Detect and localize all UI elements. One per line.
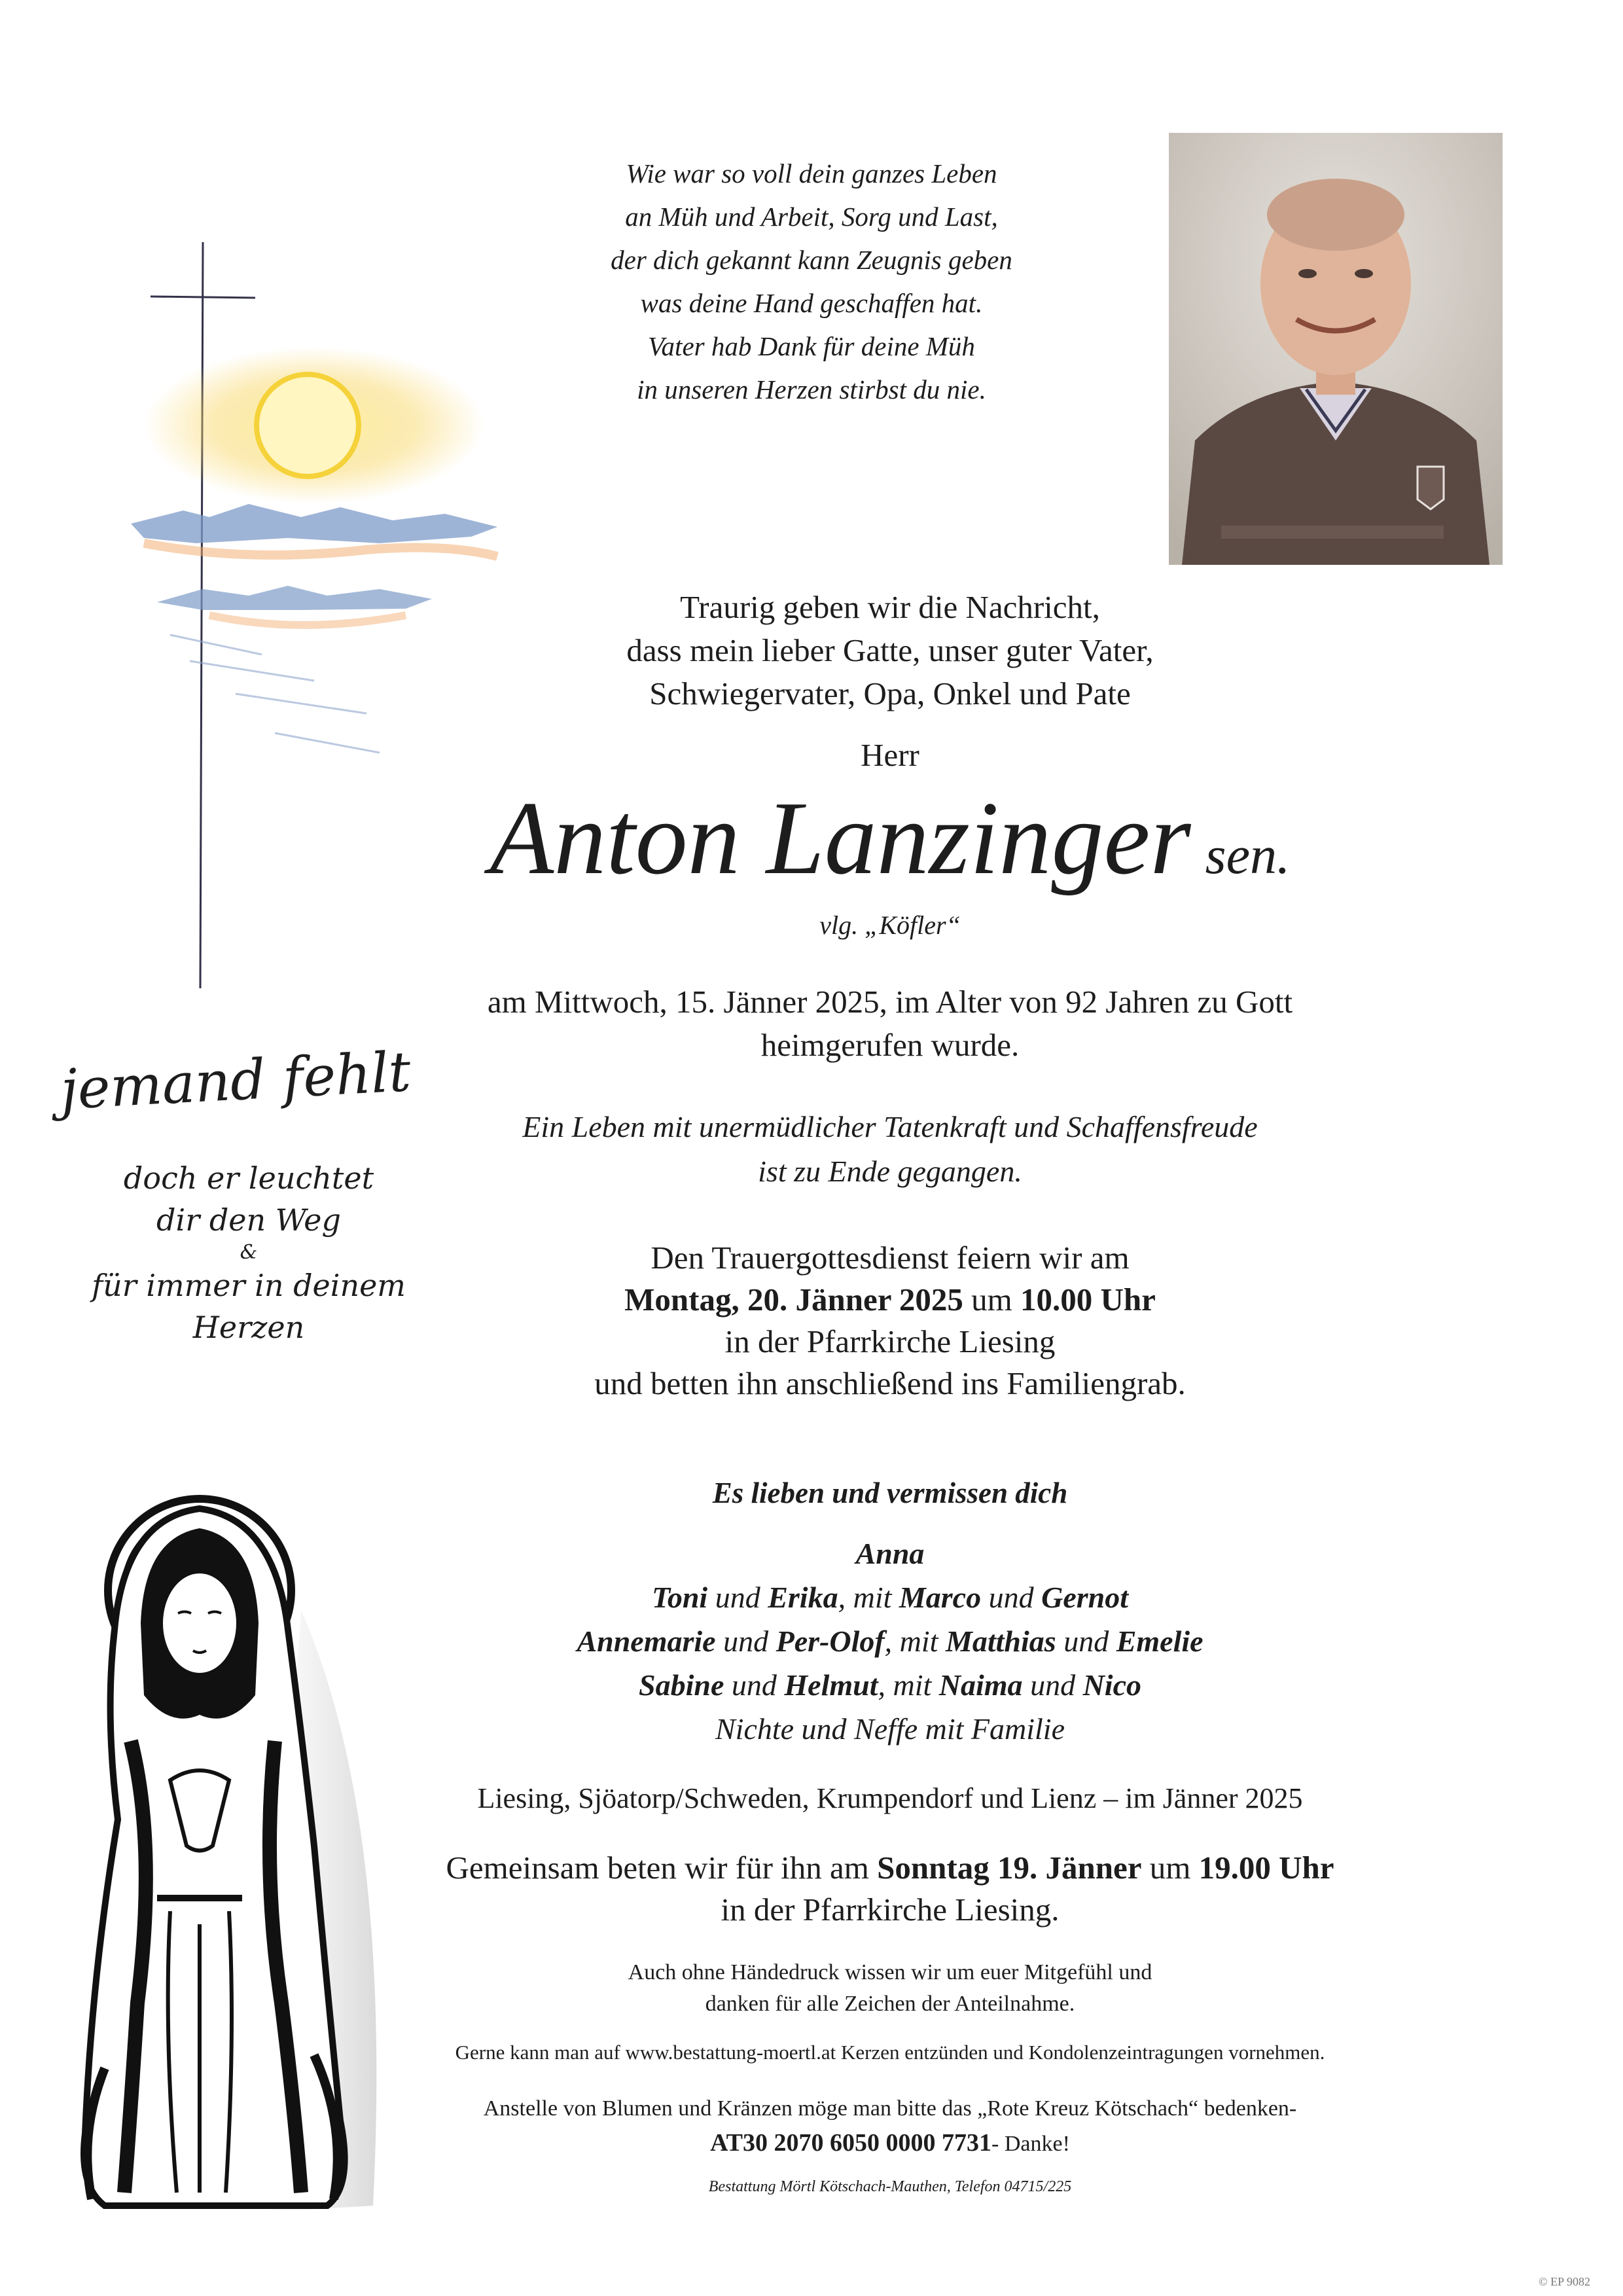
- life-line: Ein Leben mit unermüdlicher Tatenkraft und Schaffensfreude: [522, 1110, 1258, 1143]
- mourner-line: [458, 1619, 1322, 1663]
- mourner-name: Annemarie: [577, 1624, 716, 1658]
- sunrise-landscape-illustration: [105, 327, 524, 772]
- donation-iban: AT30 2070 6050 0000 7731: [710, 2129, 992, 2157]
- connector-text: und: [724, 1668, 785, 1702]
- life-tribute: [393, 1105, 1387, 1194]
- handwritten-line: &: [240, 1241, 258, 1264]
- deceased-full-name: Anton Lanzinger: [490, 780, 1191, 896]
- service-line: Den Trauergottesdienst feiern wir am: [651, 1240, 1130, 1276]
- prayer-time: 19.00 Uhr: [1198, 1850, 1334, 1886]
- madonna-illustration: [65, 1479, 406, 2232]
- connector-text: und: [715, 1624, 776, 1658]
- connector-text: und: [1056, 1624, 1116, 1658]
- handwritten-line: für immer in deinem: [92, 1268, 406, 1303]
- service-time: 10.00 Uhr: [1020, 1282, 1156, 1318]
- connector-text: , mit: [884, 1624, 946, 1658]
- poem-line: der dich gekannt kann Zeugnis geben: [611, 245, 1012, 275]
- mourner-line: [458, 1575, 1322, 1619]
- death-line: am Mittwoch, 15. Jänner 2025, im Alter von 92 Jahren zu Gott: [487, 984, 1293, 1020]
- service-date: Montag, 20. Jänner 2025: [624, 1282, 963, 1318]
- death-statement: [366, 980, 1414, 1067]
- prayer-line: in der Pfarrkirche Liesing.: [721, 1892, 1060, 1928]
- mourner-name: Gernot: [1041, 1581, 1129, 1614]
- undertaker-info: Bestattung Mörtl Kötschach-Mauthen, Telefon 04715/225: [708, 2178, 1072, 2195]
- mourner-name: Marco: [899, 1581, 982, 1614]
- handwritten-verse: [79, 1157, 419, 1348]
- poem-line: was deine Hand geschaffen hat.: [640, 288, 983, 318]
- mourner-name: Helmut: [784, 1668, 878, 1702]
- intro-line: Traurig geben wir die Nachricht,: [680, 589, 1100, 625]
- mourner-line: Nichte und Neffe mit Familie: [715, 1712, 1065, 1746]
- mourner-line: [458, 1663, 1322, 1707]
- poem-line: Wie war so voll dein ganzes Leben: [626, 158, 997, 188]
- mourner-name: Anna: [855, 1537, 925, 1570]
- online-condolence-note: Gerne kann man auf www.bestattung-moertl.at Kerzen entzünden und Kondolenzeintragungen vornehmen.: [455, 2041, 1325, 2064]
- connector-text: , mit: [838, 1581, 899, 1614]
- thanks-note: [458, 1957, 1322, 2020]
- donation-thanks: - Danke!: [991, 2132, 1070, 2156]
- handwritten-title: jemand fehlt: [59, 1039, 412, 1122]
- deceased-name: [366, 779, 1414, 914]
- mourner-line: [458, 1532, 1322, 1575]
- poem: [543, 152, 1080, 411]
- poem-line: an Müh und Arbeit, Sorg und Last,: [625, 202, 998, 232]
- thanks-line: danken für alle Zeichen der Anteilnahme.: [705, 1992, 1075, 2016]
- portrait-illustration: [1169, 133, 1503, 565]
- poem-line: in unseren Herzen stirbst du nie.: [637, 374, 986, 404]
- handwritten-line: doch er leuchtet: [123, 1160, 374, 1196]
- death-line: heimgerufen wurde.: [760, 1027, 1020, 1063]
- prayer-line: [366, 1847, 1414, 1889]
- intro-line: dass mein lieber Gatte, unser guter Vater,: [626, 632, 1154, 668]
- prayer-text: Gemeinsam beten wir für ihn am: [446, 1850, 878, 1886]
- connector-text: , mit: [878, 1668, 939, 1702]
- places-and-date: Liesing, Sjöatorp/Schweden, Krumpendorf und Lienz – im Jänner 2025: [477, 1782, 1303, 1814]
- funeral-service-info: [458, 1237, 1322, 1405]
- donation-iban-line: [366, 2126, 1414, 2161]
- mourner-name: Per-Olof: [776, 1624, 885, 1658]
- house-name: vlg. „Köfler“: [819, 910, 961, 940]
- mourner-name: Naima: [938, 1668, 1023, 1702]
- portrait-photo: [1169, 133, 1503, 565]
- mourner-name: Nico: [1082, 1668, 1141, 1702]
- thanks-line: Auch ohne Händedruck wissen wir um euer Mitgefühl und: [628, 1960, 1152, 1984]
- service-line: in der Pfarrkirche Liesing: [724, 1323, 1056, 1359]
- intro-line: Schwiegervater, Opa, Onkel und Pate: [649, 675, 1131, 711]
- name-suffix: sen.: [1205, 825, 1291, 885]
- prayer-info: [366, 1847, 1414, 1931]
- mourner-name: Erika: [768, 1581, 838, 1614]
- handwritten-line: dir den Weg: [156, 1202, 341, 1238]
- prayer-day: Sonntag 19. Jänner: [877, 1850, 1142, 1886]
- mourner-name: Toni: [651, 1581, 708, 1614]
- mourner-name: Emelie: [1116, 1624, 1204, 1658]
- mourners-heading: Es lieben und vermissen dich: [712, 1477, 1068, 1509]
- salutation: Herr: [861, 737, 919, 773]
- life-line: ist zu Ende gegangen.: [758, 1155, 1022, 1188]
- service-um: um: [963, 1282, 1020, 1318]
- donation-line: Anstelle von Blumen und Kränzen möge man bitte das „Rote Kreuz Kötschach“ bedenken-: [483, 2096, 1297, 2121]
- prayer-um: um: [1141, 1850, 1199, 1886]
- service-date-line: [458, 1279, 1322, 1321]
- donation-request: [366, 2092, 1414, 2161]
- mourners-list: [458, 1532, 1322, 1751]
- announcement-intro: [497, 586, 1283, 715]
- connector-text: und: [707, 1581, 768, 1614]
- connector-text: und: [1022, 1668, 1083, 1702]
- connector-text: und: [981, 1581, 1042, 1614]
- mourner-name: Sabine: [639, 1668, 724, 1702]
- poem-line: Vater hab Dank für deine Müh: [648, 331, 975, 361]
- mourner-name: Matthias: [945, 1624, 1056, 1658]
- service-line: und betten ihn anschließend ins Familiengrab.: [594, 1365, 1186, 1401]
- handwritten-line: Herzen: [192, 1310, 305, 1345]
- print-code: © EP 9082: [1538, 2275, 1590, 2288]
